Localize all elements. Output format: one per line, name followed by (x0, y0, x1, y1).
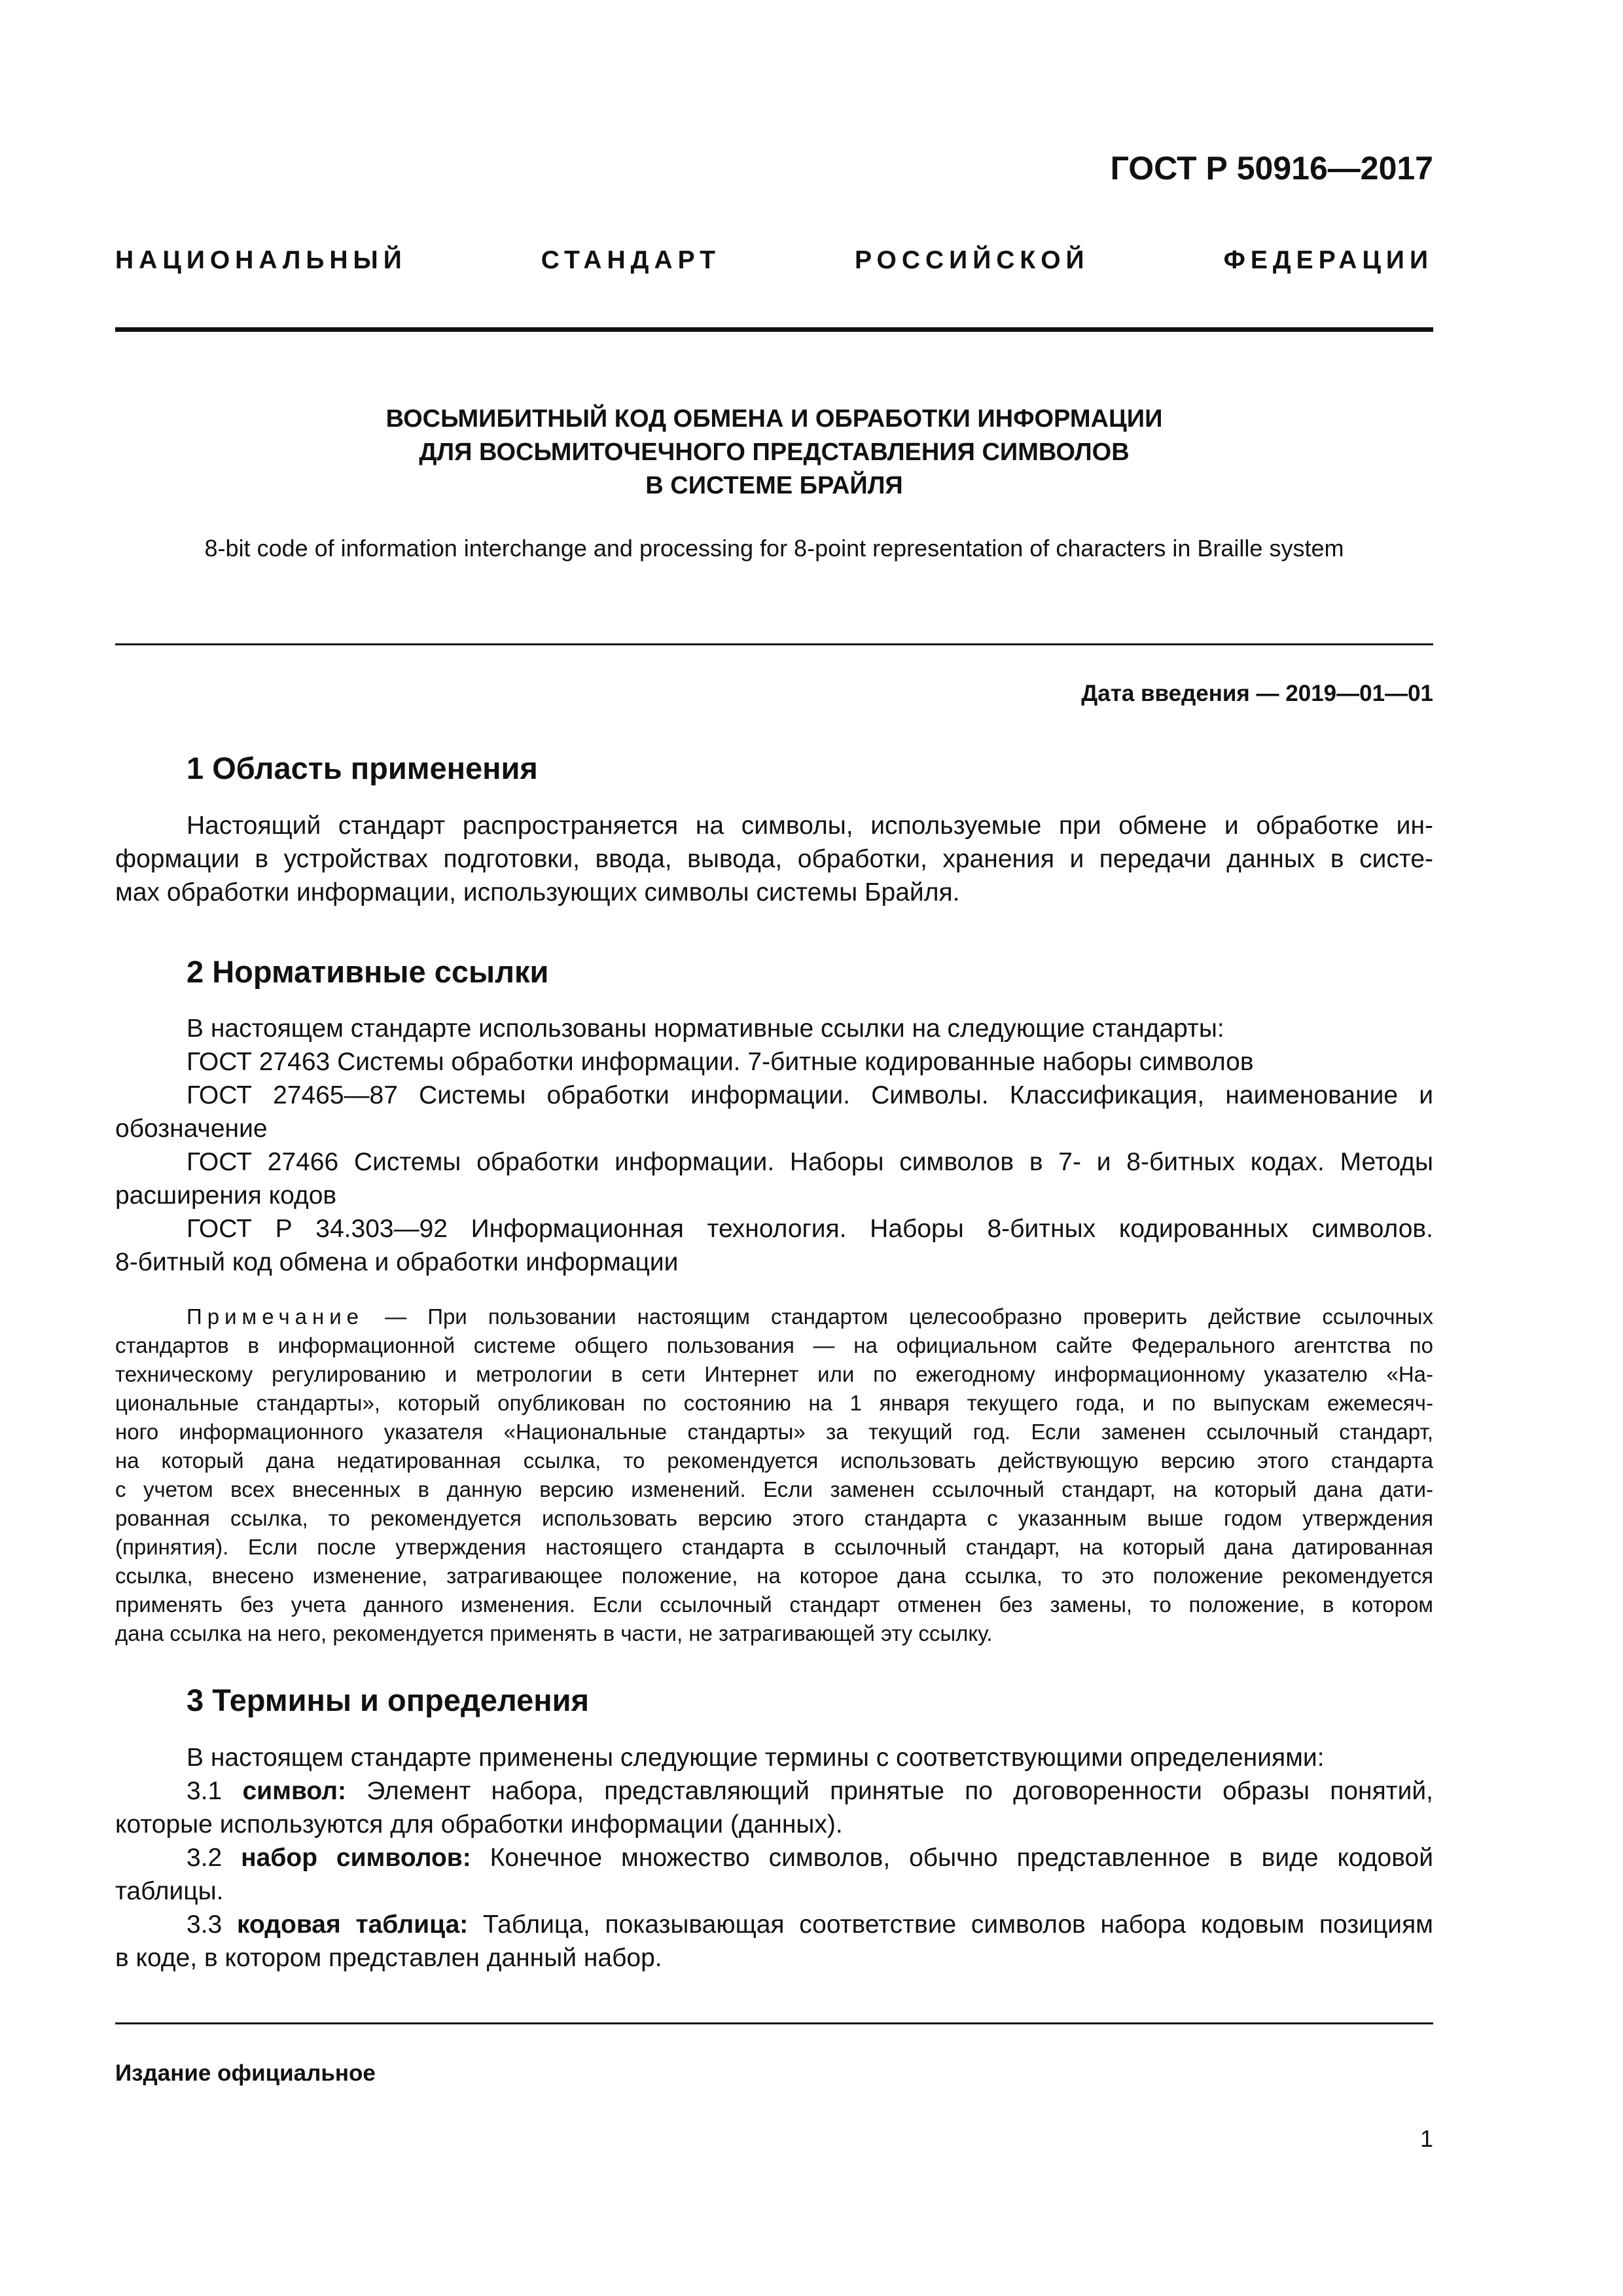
note-line: применять без учета данного изменения. Если ссылочный стандарт отменен без замены, то положение, в котором (115, 1592, 1433, 1617)
term-entry (115, 1908, 1433, 1941)
term-name: набор символов: (241, 1844, 471, 1872)
header-divider (115, 327, 1433, 332)
reference-item-cont: 8-битный код обмена и обработки информации (115, 1248, 679, 1276)
note-label: Примечание (187, 1304, 365, 1329)
text-line: Настоящий стандарт распространяется на символы, используемые при обмене и обработке ин- (187, 812, 1433, 840)
title-line: В СИСТЕМЕ БРАЙЛЯ (645, 472, 903, 499)
term-number: 3.3 (187, 1910, 237, 1939)
term-entry-cont: таблицы. (115, 1877, 224, 1905)
term-definition: Конечное множество символов, обычно представленное в виде кодовой (471, 1844, 1433, 1872)
title-line: ДЛЯ ВОСЬМИТОЧЕЧНОГО ПРЕДСТАВЛЕНИЯ СИМВОЛОВ (419, 439, 1130, 466)
section-3-body (115, 1741, 1433, 1975)
term-number: 3.1 (187, 1777, 243, 1805)
section-1-body (115, 809, 1433, 909)
note-line: на который дана недатированная ссылка, то рекомендуется использовать действующую версию этого стандарта (115, 1448, 1433, 1473)
reference-item: ГОСТ 27465—87 Системы обработки информации. Символы. Классификация, наименование и (187, 1081, 1433, 1109)
note-line: (принятия). Если после утверждения настоящего стандарта в ссылочный стандарт, на который дана датированная (115, 1535, 1433, 1559)
section-2-body (115, 1012, 1433, 1279)
banner-word: СТАНДАРТ (541, 246, 721, 274)
reference-item-cont: расширения кодов (115, 1181, 337, 1210)
document-number: ГОСТ Р 50916—2017 (1110, 150, 1433, 187)
section-2-heading: 2 Нормативные ссылки (187, 954, 549, 989)
banner-word: РОССИЙСКОЙ (855, 246, 1090, 274)
term-entry-cont: которые используются для обработки информации (данных). (115, 1810, 843, 1839)
term-definition: Элемент набора, представляющий принятые по договоренности образы понятий, (346, 1777, 1433, 1805)
reference-item: ГОСТ Р 34.303—92 Информационная технология. Наборы 8-битных кодированных символов. (187, 1215, 1433, 1243)
title-divider (115, 643, 1433, 645)
note-line: ного информационного указателя «Национальные стандарты» за текущий год. Если заменен ссылочный стандарт, (115, 1420, 1433, 1444)
text-line: мах обработки информации, использующих символы системы Брайля. (115, 878, 960, 906)
note-line: циональные стандарты», который опубликован по состоянию на 1 января текущего года, и по выпускам ежемесяч- (115, 1391, 1433, 1415)
note-line: с учетом всех внесенных в данную версию изменений. Если заменен ссылочный стандарт, на который дана дати- (115, 1477, 1433, 1501)
text-line: формации в устройствах подготовки, ввода, вывода, обработки, хранения и передачи данных в систе- (115, 845, 1433, 873)
banner-word: ФЕДЕРАЦИИ (1223, 246, 1433, 274)
edition-label: Издание официальное (115, 2060, 376, 2086)
term-name: кодовая таблица: (236, 1910, 469, 1939)
term-definition: Таблица, показывающая соответствие символов набора кодовым позициям (468, 1910, 1433, 1939)
reference-item: ГОСТ 27463 Системы обработки информации. 7-битные кодированные наборы символов (187, 1048, 1254, 1076)
national-standard-banner (115, 246, 1433, 275)
term-entry (115, 1841, 1433, 1874)
note-block (115, 1302, 1433, 1648)
reference-item: ГОСТ 27466 Системы обработки информации. Наборы символов в 7- и 8-битных кодах. Методы (187, 1148, 1433, 1176)
term-entry (115, 1774, 1433, 1808)
banner-word: НАЦИОНАЛЬНЫЙ (115, 246, 407, 274)
page-number: 1 (1419, 2125, 1433, 2152)
note-line: дана ссылка на него, рекомендуется применять в части, не затрагивающей эту ссылку. (115, 1621, 993, 1645)
footer-divider (115, 2022, 1433, 2024)
reference-item-cont: обозначение (115, 1115, 268, 1143)
title-line: ВОСЬМИБИТНЫЙ КОД ОБМЕНА И ОБРАБОТКИ ИНФОРМАЦИИ (385, 405, 1163, 433)
text-line: В настоящем стандарте использованы нормативные ссылки на следующие стандарты: (187, 1014, 1224, 1043)
note-line: техническому регулированию и метрологии в сети Интернет или по ежегодному информационному указателю «На- (115, 1362, 1433, 1386)
text-line: В настоящем стандарте применены следующие термины с соответствующими определениями: (187, 1744, 1325, 1772)
term-name: символ: (242, 1777, 347, 1805)
note-first-line (115, 1302, 1433, 1331)
note-text: — При пользовании настоящим стандартом целесообразно проверить действие ссылочных (364, 1304, 1433, 1329)
term-entry-cont: в коде, в котором представлен данный набор. (115, 1944, 662, 1972)
note-line: ссылка, внесено изменение, затрагивающее положение, на которое дана ссылка, то это положение рекомендуется (115, 1564, 1433, 1588)
section-1-heading: 1 Область применения (187, 751, 538, 785)
note-line: стандартов в информационной системе общего пользования — на официальном сайте Федерального агентства по (115, 1333, 1433, 1357)
note-line: рованная ссылка, то рекомендуется использовать версию этого стандарта с указанным выше годом утверждения (115, 1506, 1433, 1530)
english-title: 8-bit code of information interchange and processing for 8-point representation of characters in Braille system (204, 535, 1344, 562)
document-title (115, 403, 1433, 503)
introduction-date: Дата введения — 2019—01—01 (1081, 681, 1433, 706)
section-3-heading: 3 Термины и определения (187, 1683, 589, 1717)
term-number: 3.2 (187, 1844, 241, 1872)
